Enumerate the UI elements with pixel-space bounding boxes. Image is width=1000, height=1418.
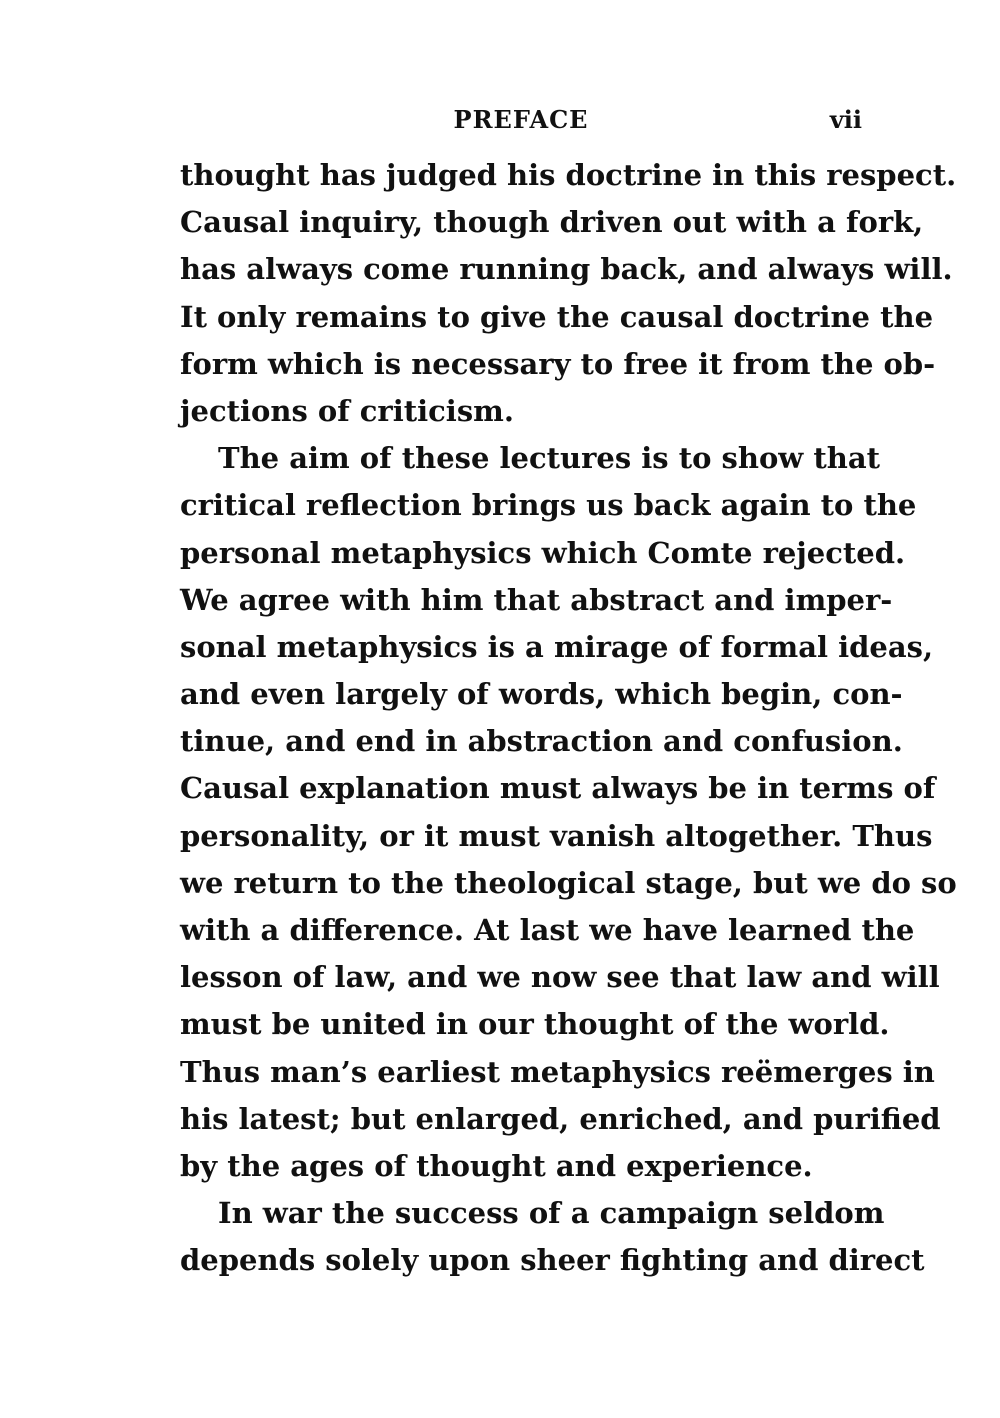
text-line: personal metaphysics which Comte rejected. — [180, 535, 906, 570]
running-head — [180, 103, 862, 137]
text-line: form which is necessary to free it from the ob- — [180, 346, 936, 381]
text-line: Causal inquiry, though driven out with a fork, — [180, 205, 924, 240]
text-line: The aim of these lectures is to show that — [218, 441, 881, 476]
text-line: We agree with him that abstract and imper- — [180, 582, 893, 617]
paragraph — [180, 1190, 925, 1284]
text-line: personality, or it must vanish altogether. Thus — [180, 818, 933, 853]
body-text — [180, 152, 957, 1285]
text-line: and even largely of words, which begin, con- — [180, 677, 903, 712]
text-line: critical reflection brings us back again to the — [180, 488, 917, 523]
text-line: lesson of law, and we now see that law and will — [180, 960, 940, 995]
page-number: vii — [829, 105, 862, 134]
text-line: we return to the theological stage, but we do so — [180, 865, 957, 900]
text-line: thought has judged his doctrine in this respect. — [180, 158, 957, 192]
text-line: his latest; but enlarged, enriched, and purified — [180, 1101, 941, 1136]
text-line: tinue, and end in abstraction and confusion. — [180, 724, 903, 759]
text-line: depends solely upon sheer fighting and direct — [180, 1243, 925, 1278]
text-line: must be united in our thought of the world. — [180, 1007, 890, 1042]
text-line: sonal metaphysics is a mirage of formal ideas, — [180, 629, 934, 664]
text-line: Thus man’s earliest metaphysics reëmerges in — [180, 1054, 935, 1089]
text-line: has always come running back, and always will. — [180, 252, 953, 287]
paragraph — [180, 435, 957, 1190]
page-title: PREFACE — [453, 105, 589, 134]
text-line: jections of criticism. — [180, 393, 514, 428]
text-line: Causal explanation must always be in terms of — [180, 771, 936, 806]
text-line: It only remains to give the causal doctrine the — [180, 299, 934, 334]
text-line: In war the success of a campaign seldom — [218, 1196, 885, 1231]
text-line: by the ages of thought and experience. — [180, 1148, 813, 1183]
paragraph — [180, 152, 957, 435]
text-line: with a difference. At last we have learned the — [180, 913, 915, 947]
